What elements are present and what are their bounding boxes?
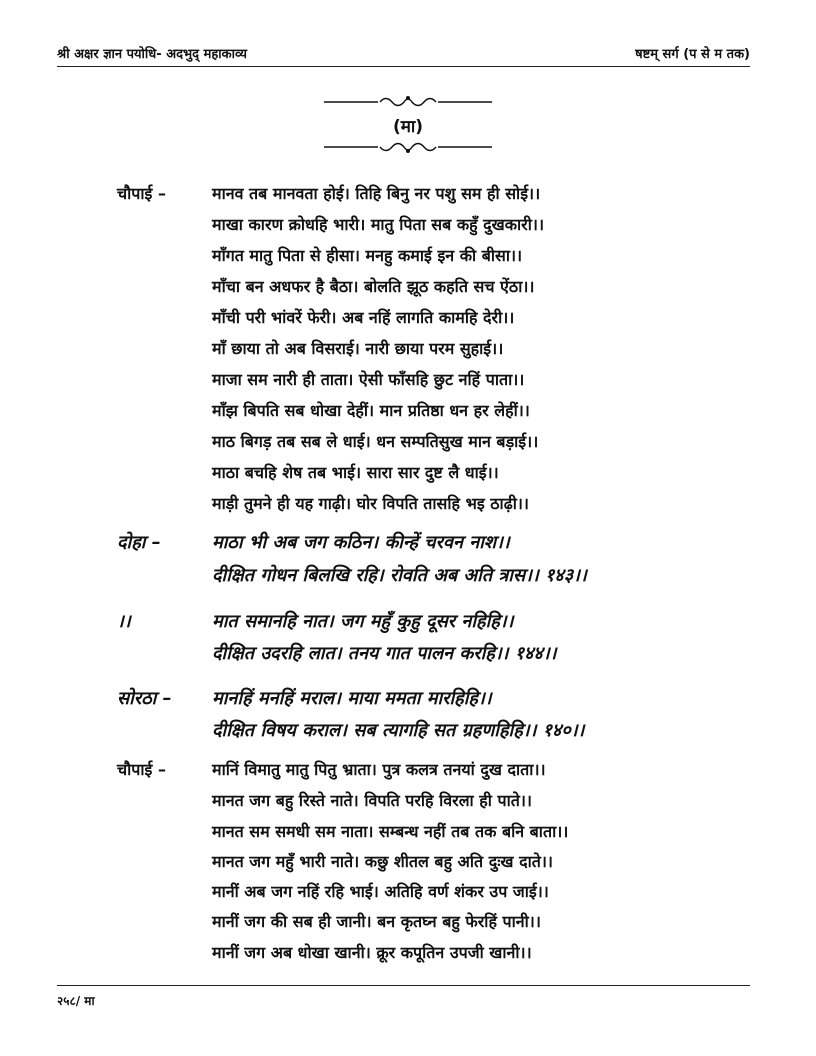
verse-line: मात समानहि नात। जग महुँ कुहु दूसर नहिहि।। (212, 611, 514, 632)
verse-line: माड़ी तुमने ही यह गाढ़ी। घोर विपति तासहि भइ ठाढ़ी।। (212, 494, 529, 513)
verse-line: मानीं जग अब धोखा खानी। क्रूर कपूतिन उपजी खानी।। (212, 943, 532, 962)
verse-line: माठा बचहि शेष तब भाई। सारा सार दुष्ट लै धाई।। (212, 463, 499, 482)
header-chapter-title: षष्टम् सर्ग (प से म तक) (635, 47, 750, 62)
verse-line: मानव तब मानवता होई। तिहि बिनु नर पशु सम ही सोई।। (212, 184, 541, 203)
verse-line: मानत जग बहु रिस्ते नाते। विपति परहि विरला ही पाते।। (212, 791, 532, 810)
verse-line: माँझ बिपति सब धोखा देहीं। मान प्रतिष्ठा धन हर लेहीं।। (212, 401, 530, 420)
verse-label-soratha: सोरठा – (117, 688, 172, 709)
verse-label-chaupai: चौपाई – (117, 184, 166, 203)
ornament-top-icon (322, 94, 494, 108)
verse-line: माठा भी अब जग कठिन। कीन्हें चरवन नाश।। (212, 532, 510, 553)
verse-line: मानीं अब जग नहिं रहि भाई। अतिहि वर्ण शंकर उप जाई।। (212, 882, 549, 901)
verse-line: दीक्षित विषय कराल। सब त्यागहि सत ग्रहणहिहि।। १४०।। (212, 720, 585, 741)
verse-line: माँ छाया तो अब विसराई। नारी छाया परम सुहाई।। (212, 339, 504, 358)
page-number: २५८/ मा (57, 994, 95, 1008)
verse-line: माँची परी भांवरें फेरी। अब नहिं लागति कामहि देरी।। (212, 308, 515, 327)
verse-line: मानत जग महुँ भारी नाते। कछु शीतल बहु अति दुःख दाते।। (212, 852, 553, 871)
verse-label-doha: दोहा – (117, 532, 161, 553)
verse-line: माठ बिगड़ तब सब ले धाई। धन सम्पतिसुख मान बड़ाई।। (212, 432, 539, 451)
header-rule (57, 66, 750, 67)
verse-line: मानत सम समधी सम नाता। सम्बन्ध नहीं तब तक बनि बाता।। (212, 822, 569, 841)
verse-line: माँचा बन अधफर है बैठा। बोलति झूठ कहति सच ऐंठा।। (212, 277, 535, 296)
verse-line: माजा सम नारी ही ताता। ऐसी फाँसहि छुट नहिं पाता।। (212, 370, 525, 389)
verse-line: मानीं जग की सब ही जानी। बन कृतघ्न बहु फेरहिं पानी।। (212, 912, 541, 931)
section-title: (मा) (392, 117, 424, 137)
verse-label-repeat: ।। (117, 611, 131, 632)
page-header (57, 44, 750, 64)
footer-rule (57, 985, 750, 986)
ornament-bottom-icon (322, 141, 494, 155)
verse-line: दीक्षित गोधन बिलखि रहि। रोवति अब अति त्रास।। १४३।। (212, 565, 587, 586)
verse-line: दीक्षित उदरहि लात। तनय गात पालन करहि।। १४४।। (212, 643, 557, 664)
verse-line: माँगत मातु पिता से हीसा। मनहु कमाई इन की बीसा।। (212, 246, 523, 265)
header-book-title: श्री अक्षर ज्ञान पयोधि- अदभुद् महाकाव्य (57, 47, 247, 62)
verse-line: मानहिं मनहिं मराल। माया ममता मारहिहि।। (212, 688, 492, 709)
verse-line: मानिं विमातु मातु पितु भ्राता। पुत्र कलत्र तनयां दुख दाता।। (212, 760, 546, 779)
verse-label-chaupai: चौपाई – (117, 760, 166, 779)
section-title-block (322, 94, 494, 155)
verse-line: माखा कारण क्रोधहि भारी। मातु पिता सब कहुँ दुखकारी।। (212, 215, 545, 234)
